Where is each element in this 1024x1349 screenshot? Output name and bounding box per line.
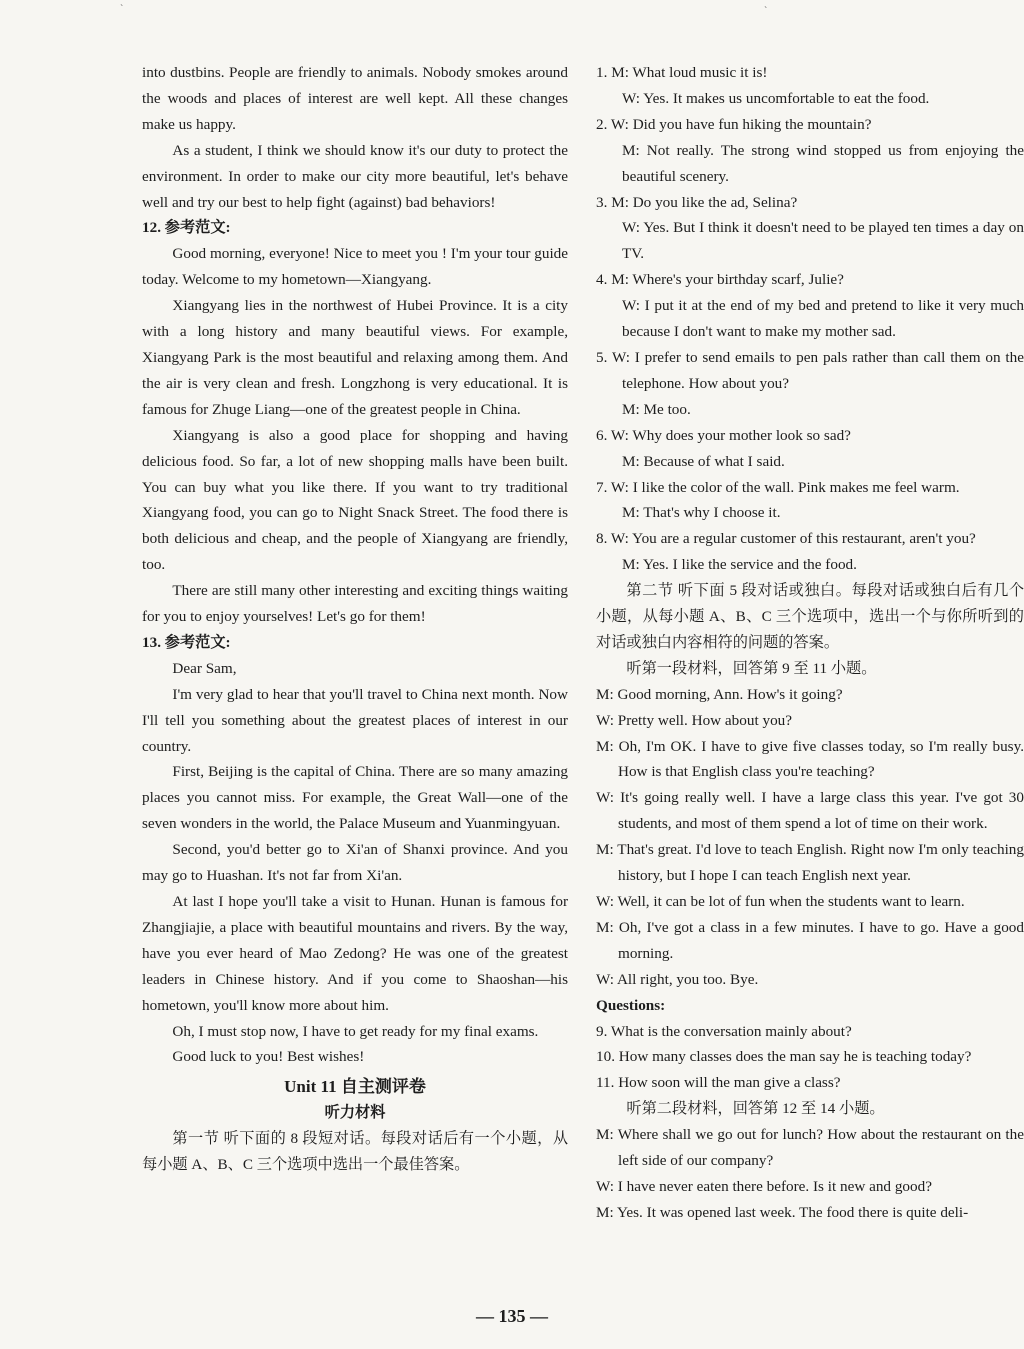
dialogue-line: M: Yes. It was opened last week. The food there is quite deli- [596,1203,969,1221]
scan-mark: ˋ [120,4,124,15]
dialogue-line: M: That's great. I'd love to teach English. Right now I'm only teaching history, but I hope I can teach English next year. [596,841,1024,885]
paragraph: Good morning, everyone! Nice to meet you ! I'm your tour guide today. Welcome to my hometown—Xiangyang. [142,245,568,289]
dialogue-line: 6. W: Why does your mother look so sad? [596,426,851,444]
section-instructions: 第二节 听下面 5 段对话或独白。每段对话或独白后有几个小题，从每小题 A、B、C 三个选项中，选出一个与你所听到的对话或独白内容相符的问题的答案。 [596,582,1024,651]
paragraph: I'm very glad to hear that you'll travel to China next month. Now I'll tell you something about the greatest places of interest in our country. [142,685,568,755]
section-subtitle: 听力材料 [324,1104,386,1122]
dialogue-line: 7. W: I like the color of the wall. Pink makes me feel warm. [596,478,960,496]
right-column [596,60,1024,1226]
dialogue-line: 1. M: What loud music it is! [596,64,768,81]
dialogue-line: 5. W: I prefer to send emails to pen pals rather than call them on the telephone. How about you? [596,348,1024,392]
questions-heading: Questions: [596,996,666,1014]
paragraph: There are still many other interesting and exciting things waiting for you to enjoy yourselves! Let's go for them! [142,582,568,626]
paragraph: Second, you'd better go to Xi'an of Shanxi province. And you may go to Huashan. It's not far from Xi'an. [142,841,568,885]
dialogue-line: 2. W: Did you have fun hiking the mountain? [596,115,872,133]
dialogue-line: M: That's why I choose it. [622,504,781,522]
material-intro: 听第一段材料，回答第 9 至 11 小题。 [626,659,877,677]
dialogue-line: 3. M: Do you like the ad, Selina? [596,193,798,211]
question: 10. How many classes does the man say he is teaching today? [596,1048,972,1066]
dialogue-line: 8. W: You are a regular customer of this restaurant, aren't you? [596,530,976,548]
dialogue-line: M: Me too. [622,400,691,418]
letter-greeting: Dear Sam, [172,659,237,677]
question: 9. What is the conversation mainly about? [596,1022,852,1040]
dialogue-line: W: All right, you too. Bye. [596,970,759,988]
dialogue-line: M: Yes. I like the service and the food. [622,556,857,574]
paragraph: Oh, I must stop now, I have to get ready for my final exams. [172,1022,539,1040]
question: 11. How soon will the man give a class? [596,1074,841,1092]
paragraph: First, Beijing is the capital of China. There are so many amazing places you cannot miss. For example, the Great Wall—one of the seven wonders in the world, the Palace Museum and Yuanmingyuan. [142,763,568,833]
dialogue-line: 4. M: Where's your birthday scarf, Julie? [596,271,844,289]
dialogue-line: W: I have never eaten there before. Is it new and good? [596,1177,932,1195]
unit-title: Unit 11 自主测评卷 [284,1077,426,1097]
dialogue-line: M: Where shall we go out for lunch? How about the restaurant on the left side of our company? [596,1126,1024,1170]
letter-closing: Good luck to you! Best wishes! [172,1048,365,1066]
dialogue-line: M: Good morning, Ann. How's it going? [596,685,843,703]
material-intro: 听第二段材料，回答第 12 至 14 小题。 [626,1100,885,1118]
left-column [142,60,568,1178]
dialogue-line: W: I put it at the end of my bed and pretend to like it very much because I don't want to make my mother sad. [622,297,1024,341]
heading-13: 13. 参考范文: [142,633,231,651]
dialogue-line: M: Oh, I've got a class in a few minutes. I have to go. Have a good morning. [596,918,1024,962]
dialogue-line: W: Well, it can be lot of fun when the students want to learn. [596,893,965,910]
dialogue-line: W: Pretty well. How about you? [596,711,792,729]
paragraph: Xiangyang lies in the northwest of Hubei Province. It is a city with a long history and many beautiful views. For example, Xiangyang Park is the most beautiful and relaxing among them. And the air is very clean and fresh. Longzhong is very educational. It is famous for Zhuge Liang—one of the greatest people in China. [142,297,568,418]
dialogue-line: M: Not really. The strong wind stopped us from enjoying the beautiful scenery. [622,141,1024,185]
dialogue-line: W: Yes. But I think it doesn't need to be played ten times a day on TV. [622,219,1024,263]
dialogue-line: W: Yes. It makes us uncomfortable to eat the food. [622,89,930,107]
dialogue-line: W: It's going really well. I have a large class this year. I've got 30 students, and most of them spend a lot of time on their work. [596,789,1024,833]
section-instructions: 第一节 听下面的 8 段短对话。每段对话后有一个小题，从每小题 A、B、C 三个选项中选出一个最佳答案。 [142,1130,568,1174]
paragraph: into dustbins. People are friendly to animals. Nobody smokes around the woods and places of interest are well kept. All these changes make us happy. [142,64,568,133]
dialogue-line: M: Oh, I'm OK. I have to give five classes today, so I'm really busy. How is that English class you're teaching? [596,737,1024,781]
paragraph: Xiangyang is also a good place for shopping and having delicious food. So far, a lot of new shopping malls have been built. You can buy what you like there. If you want to try traditional Xiangyang food, you can go to Night Snack Street. The food there is both delicious and cheap, and the people of Xiangyang are friendly, too. [142,426,568,574]
heading-12: 12. 参考范文: [142,219,231,237]
paragraph: As a student, I think we should know it's our duty to protect the environment. In order to make our city more beautiful, let's behave well and try our best to help fight (against) bad behaviors! [142,141,568,211]
paragraph: At last I hope you'll take a visit to Hunan. Hunan is famous for Zhangjiajie, a place with beautiful mountains and rivers. By the way, have you ever heard of Mao Zedong? He was one of the greatest leaders in Chinese history. And if you come to Shaoshan—his hometown, you'll know more about him. [142,893,568,1014]
page-number: — 135 — [476,1306,548,1326]
scan-mark: ˋ [764,6,768,17]
dialogue-line: M: Because of what I said. [622,452,785,470]
